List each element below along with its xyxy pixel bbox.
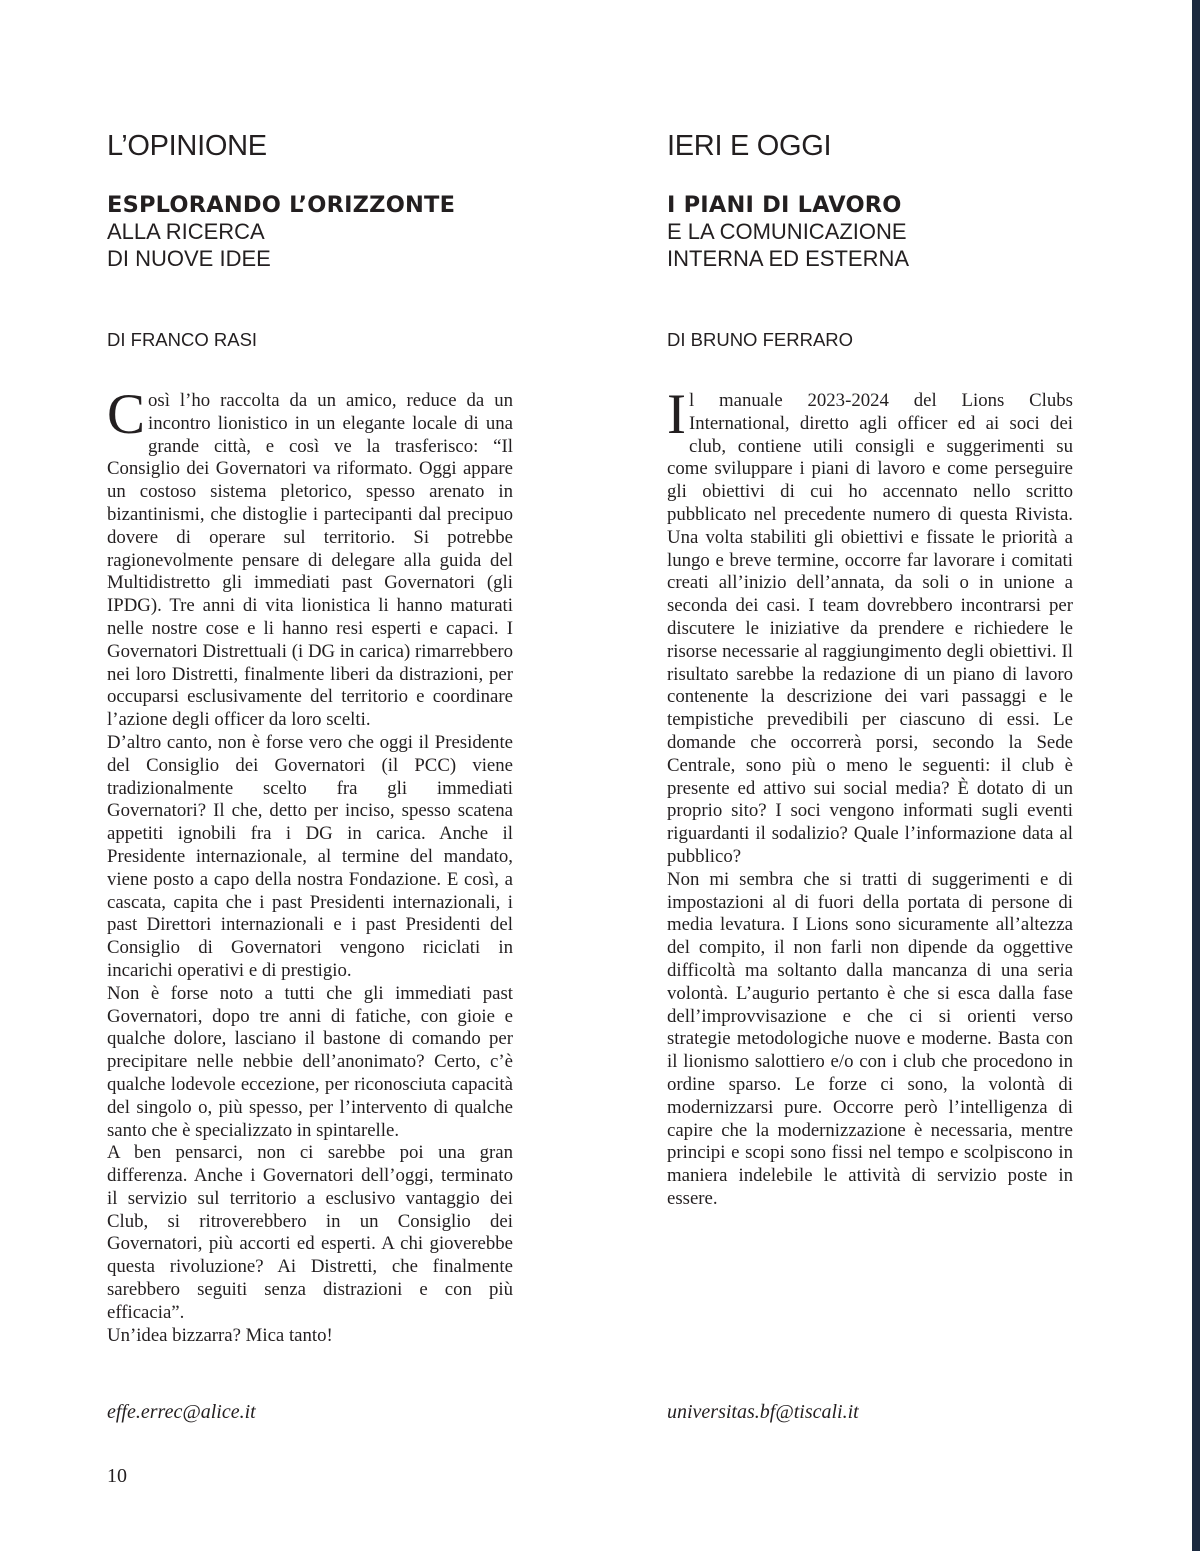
body-paragraph: Un’idea bizzarra? Mica tanto! xyxy=(107,1324,333,1346)
author-email-link[interactable]: universitas.bf@tiscali.it xyxy=(667,1401,859,1423)
article-body xyxy=(107,383,513,1347)
subtitle-line: INTERNA ED ESTERNA xyxy=(667,246,910,271)
author-email-link[interactable]: effe.errec@alice.it xyxy=(107,1401,256,1423)
page-edge-bar xyxy=(1192,0,1200,1551)
article-body xyxy=(667,383,1073,1211)
page-number: 10 xyxy=(107,1465,127,1487)
body-paragraph xyxy=(667,383,1073,869)
article-subtitle xyxy=(667,218,1073,272)
body-paragraph: D’altro canto, non è forse vero che oggi il Presidente del Consiglio dei Governatori (il PCC) viene tradizionalmente scelto fra gli immediati Governatori? Il che, detto per inciso, spesso scatena appetiti ignobili fra i DG in carica. Anche il Presidente internazionale, al termine del mandato, viene posto a capo della nostra Fondazione. E così, a cascata, capita che i past Presidenti internazionali, i past Direttori internazionali e i past Presidenti del Consiglio di Governatori vengono riciclati in incarichi operativi e di prestigio. xyxy=(107,731,513,981)
body-paragraph xyxy=(107,383,513,732)
author-byline: DI FRANCO RASI xyxy=(107,329,258,350)
paragraph-text: osì l’ho raccolta da un amico, reduce da un incontro lionistico in un elegante locale di una grande città, e così ve la trasferisco: “Il Consiglio dei Governatori va riformato. Oggi appare un costoso sistema pletorico, spesso arenato in bizantinismi, che distoglie i partecipanti dal precipuo dovere di operare sul territorio. Si potrebbe ragionevolmente pensare di delegare alla guida del Multidistretto gli immediati past Governatori (gli IPDG). Tre anni di vita lionistica li hanno maturati nelle nostre cose e li hanno resi esperti e capaci. I Governatori Distrettuali (i DG in carica) rimarrebbero nei loro Distretti, finalmente liberi da distrazioni, per occuparsi esclusivamente del territorio e coordinare l’azione degli officer da loro scelti. xyxy=(107,390,513,731)
article-headline: ESPLORANDO L’ORIZZONTE xyxy=(107,192,456,218)
left-article xyxy=(107,128,513,1346)
subtitle-line: DI NUOVE IDEE xyxy=(107,246,271,271)
body-paragraph: Non è forse noto a tutti che gli immediati past Governatori, dopo tre anni di fatiche, con gioie e qualche dolore, lasciano il bastone di comando per precipitare nelle nebbie dell’anonimato? Certo, c’è qualche lodevole eccezione, per riconosciuta capacità del singolo o, più spesso, per l’intervento di qualche santo che è specializzato in spintarelle. xyxy=(107,982,513,1141)
section-label: IERI E OGGI xyxy=(667,130,832,162)
subtitle-line: E LA COMUNICAZIONE xyxy=(667,219,907,244)
section-label: L’OPINIONE xyxy=(107,130,267,162)
article-subtitle xyxy=(107,218,513,272)
paragraph-text: l manuale 2023-2024 del Lions Clubs International, diretto agli officer ed ai soci dei club, contiene utili consigli e suggerimenti su come sviluppare i piani di lavoro e come perseguire gli obiettivi di cui ho accennato nello scritto pubblicato nel precedente numero di questa Rivista. Una volta stabiliti gli obiettivi e fissate le priorità a lungo e breve termine, occorre far lavorare i comitati creati all’inizio dell’annata, da soli o in unione a seconda dei casi. I team dovrebbero incontrarsi per discutere le iniziative da prendere e richiedere le risorse necessarie al raggiungimento degli obiettivi. Il risultato sarebbe la redazione di un piano di lavoro contenente la descrizione dei vari passaggi e le tempistiche prevedibili per ciascuno di essi. Le domande che occorrerà porsi, secondo la Sede Centrale, sono più o meno le seguenti: il club è presente ed attivo sui social media? È dotato di un proprio sito? I soci vengono informati sugli eventi riguardanti il sodalizio? Quale l’informazione data al pubblico? xyxy=(667,390,1073,867)
article-headline: I PIANI DI LAVORO xyxy=(667,192,902,218)
subtitle-line: ALLA RICERCA xyxy=(107,219,265,244)
drop-cap: C xyxy=(107,383,146,446)
body-paragraph: A ben pensarci, non ci sarebbe poi una gran differenza. Anche i Governatori dell’oggi, terminato il servizio sul territorio a esclusivo vantaggio dei Club, si ritroverebbero in un Consiglio dei Governatori, più accorti ed esperti. A chi gioverebbe questa rivoluzione? Ai Distretti, che finalmente sarebbero seguiti senza distrazioni e con più efficacia”. xyxy=(107,1142,513,1323)
body-paragraph: Non mi sembra che si tratti di suggerimenti e di impostazioni al di fuori della portata di persone di media levatura. I Lions sono sicuramente all’altezza del compito, il non farli non dipende da oggettive difficoltà ma soltanto dalla mancanza di una seria volontà. L’augurio pertanto è che si esca dalla fase dell’improvvisazione e che ci si orienti verso strategie metodologiche nuove e moderne. Basta con il lionismo salottiero e/o con i club che procedono in ordine sparso. Le forze ci sono, la volontà di modernizzarsi pure. Occorre però l’intelligenza di capire che la modernizzazione è necessaria, mentre principi e scopi sono fissi nel tempo e scolpiscono in maniera indelebile le attività di servizio poste in essere. xyxy=(667,868,1073,1209)
right-article xyxy=(667,128,1073,1209)
drop-cap: I xyxy=(667,383,686,446)
author-byline: DI BRUNO FERRARO xyxy=(667,329,854,350)
